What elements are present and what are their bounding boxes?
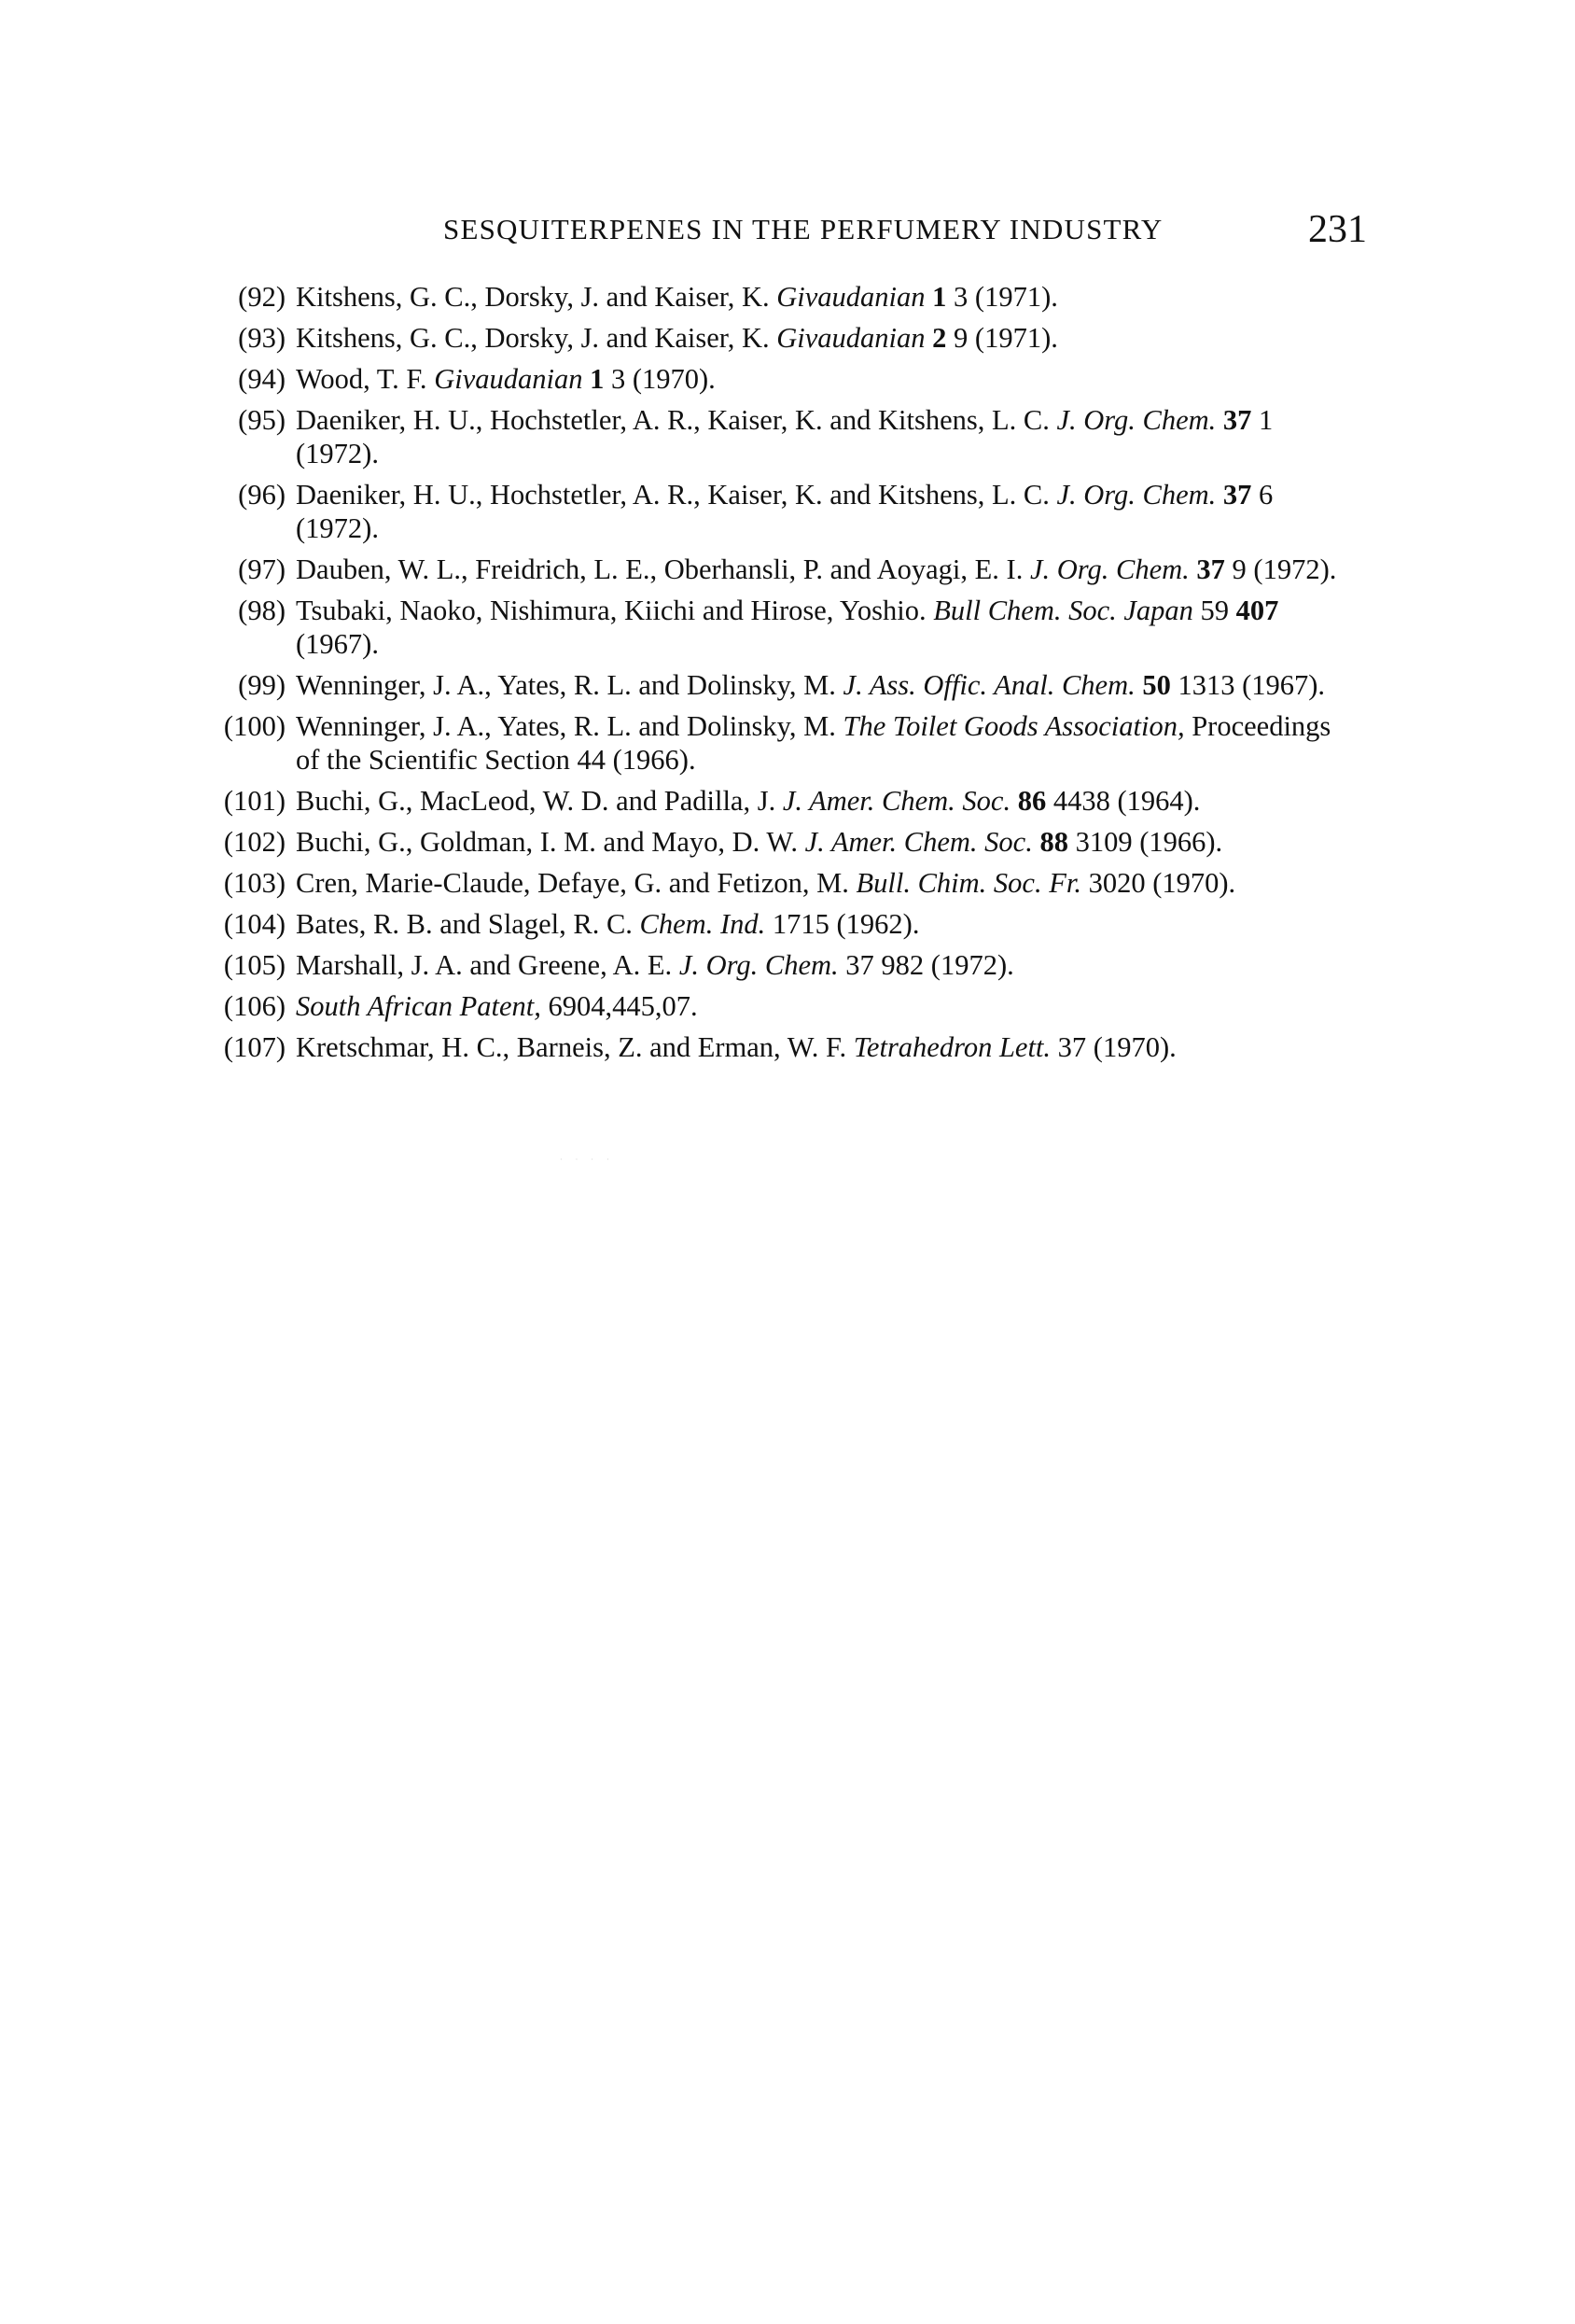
reference-segment: Proceedings <box>1184 710 1331 742</box>
reference-segment <box>926 322 933 354</box>
reference-segment: 4438 (1964). <box>1046 785 1201 817</box>
reference-text <box>296 1030 1375 1064</box>
reference-volume: 37 <box>1196 553 1225 585</box>
reference-item <box>200 948 1375 982</box>
reference-number: (95) <box>238 404 286 436</box>
reference-segment: 1715 (1962). <box>765 908 920 940</box>
reference-item <box>200 1030 1375 1064</box>
reference-volume: 88 <box>1039 826 1068 858</box>
reference-segment: Tsubaki, Naoko, Nishimura, Kiichi and Hirose, Yoshio. <box>296 595 934 626</box>
reference-italic: Givaudanian <box>434 363 583 395</box>
reference-volume: 407 <box>1235 595 1279 626</box>
reference-text <box>296 478 1375 545</box>
reference-segment: 1313 (1967). <box>1170 669 1326 701</box>
reference-item <box>200 280 1375 314</box>
reference-italic: J. Ass. Offic. Anal. Chem. <box>843 669 1136 701</box>
reference-segment <box>582 363 590 395</box>
reference-text <box>296 280 1375 314</box>
reference-segment <box>1216 479 1223 511</box>
reference-continuation: (1972). <box>296 438 379 469</box>
reference-segment: 3109 (1966). <box>1067 826 1223 858</box>
reference-segment: 3 (1971). <box>946 281 1058 313</box>
reference-segment: 6 <box>1251 479 1274 511</box>
reference-text <box>296 403 1375 470</box>
reference-text <box>296 948 1375 982</box>
reference-segment <box>926 281 933 313</box>
reference-number: (102) <box>223 826 286 858</box>
reference-italic: Givaudanian <box>776 281 926 313</box>
reference-number: (96) <box>238 479 286 511</box>
reference-segment: 9 (1971). <box>946 322 1058 354</box>
reference-number: (106) <box>223 990 286 1022</box>
reference-continuation: of the Scientific Section 44 (1966). <box>296 744 696 776</box>
reference-number: (97) <box>238 553 286 585</box>
reference-segment: Wood, T. F. <box>296 363 435 395</box>
reference-continuation: (1967). <box>296 628 379 660</box>
reference-volume: 37 <box>1222 404 1252 436</box>
reference-number: (94) <box>238 363 286 395</box>
reference-text <box>296 553 1375 586</box>
reference-item <box>200 594 1375 661</box>
reference-segment: 1 <box>1251 404 1274 436</box>
reference-italic: J. Amer. Chem. Soc. <box>782 785 1011 817</box>
reference-number: (93) <box>238 322 286 354</box>
reference-segment: Buchi, G., MacLeod, W. D. and Padilla, J. <box>296 785 783 817</box>
reference-italic: Bull Chem. Soc. Japan <box>933 595 1193 626</box>
reference-italic: Tetrahedron Lett. <box>853 1031 1052 1063</box>
reference-number: (98) <box>238 595 286 626</box>
reference-text <box>296 866 1375 900</box>
reference-list <box>200 280 1375 1071</box>
reference-segment: Buchi, G., Goldman, I. M. and Mayo, D. W. <box>296 826 805 858</box>
reference-number: (103) <box>223 867 286 899</box>
reference-segment: 59 <box>1192 595 1236 626</box>
reference-item <box>200 403 1375 470</box>
reference-item <box>200 553 1375 586</box>
reference-item <box>200 362 1375 396</box>
reference-segment: Kitshens, G. C., Dorsky, J. and Kaiser, K. <box>296 281 777 313</box>
reference-number: (105) <box>223 949 286 981</box>
reference-segment: Wenninger, J. A., Yates, R. L. and Dolinsky, M. <box>296 669 843 701</box>
reference-text <box>296 907 1375 941</box>
reference-number: (92) <box>238 281 286 313</box>
reference-segment: Bates, R. B. and Slagel, R. C. <box>296 908 640 940</box>
reference-segment: Kretschmar, H. C., Barneis, Z. and Erman, W. F. <box>296 1031 854 1063</box>
reference-italic: South African Patent, <box>296 990 541 1022</box>
reference-text <box>296 989 1375 1023</box>
reference-segment: Cren, Marie-Claude, Defaye, G. and Fetizon, M. <box>296 867 857 899</box>
reference-segment: Daeniker, H. U., Hochstetler, A. R., Kaiser, K. and Kitshens, L. C. <box>296 479 1057 511</box>
reference-text <box>296 825 1375 859</box>
reference-segment: 3020 (1970). <box>1080 867 1236 899</box>
reference-italic: J. Org. Chem. <box>1029 553 1190 585</box>
reference-segment: 3 (1970). <box>604 363 716 395</box>
reference-segment: Wenninger, J. A., Yates, R. L. and Dolinsky, M. <box>296 710 843 742</box>
reference-item <box>200 709 1375 777</box>
reference-volume: 37 <box>1222 479 1252 511</box>
reference-volume: 1 <box>932 281 947 313</box>
reference-italic: Chem. Ind. <box>639 908 766 940</box>
reference-segment: 37 982 (1972). <box>838 949 1014 981</box>
reference-italic: The Toilet Goods Association, <box>843 710 1185 742</box>
reference-segment: Daeniker, H. U., Hochstetler, A. R., Kaiser, K. and Kitshens, L. C. <box>296 404 1057 436</box>
reference-volume: 86 <box>1017 785 1047 817</box>
reference-text <box>296 362 1375 396</box>
reference-number: (101) <box>223 785 286 817</box>
reference-number: (99) <box>238 669 286 701</box>
reference-italic: J. Org. Chem. <box>678 949 839 981</box>
running-header <box>443 207 1367 254</box>
reference-volume: 50 <box>1142 669 1171 701</box>
reference-italic: J. Amer. Chem. Soc. <box>804 826 1033 858</box>
reference-italic: Givaudanian <box>776 322 926 354</box>
reference-number: (100) <box>223 710 286 742</box>
reference-text <box>296 594 1375 661</box>
reference-segment <box>1216 404 1223 436</box>
reference-item <box>200 989 1375 1023</box>
reference-segment: 37 (1970). <box>1051 1031 1177 1063</box>
reference-text <box>296 321 1375 355</box>
reference-continuation: (1972). <box>296 512 379 544</box>
reference-item <box>200 478 1375 545</box>
scan-specks: · · · · <box>560 1155 615 1164</box>
reference-number: (107) <box>223 1031 286 1063</box>
reference-segment: Kitshens, G. C., Dorsky, J. and Kaiser, K. <box>296 322 777 354</box>
reference-number: (104) <box>223 908 286 940</box>
reference-item <box>200 668 1375 702</box>
reference-item <box>200 321 1375 355</box>
running-title: SESQUITERPENES IN THE PERFUMERY INDUSTRY <box>443 213 1164 245</box>
reference-item <box>200 784 1375 818</box>
reference-segment: Marshall, J. A. and Greene, A. E. <box>296 949 679 981</box>
reference-volume: 2 <box>932 322 947 354</box>
reference-italic: Bull. Chim. Soc. Fr. <box>856 867 1081 899</box>
reference-segment: 9 (1972). <box>1224 553 1337 585</box>
reference-text <box>296 709 1375 777</box>
reference-italic: J. Org. Chem. <box>1056 479 1217 511</box>
reference-text <box>296 784 1375 818</box>
reference-item <box>200 825 1375 859</box>
reference-volume: 1 <box>590 363 605 395</box>
reference-segment: 6904,445,07. <box>540 990 698 1022</box>
reference-segment: Dauben, W. L., Freidrich, L. E., Oberhansli, P. and Aoyagi, E. I. <box>296 553 1030 585</box>
page-number: 231 <box>1308 208 1367 251</box>
reference-item <box>200 907 1375 941</box>
reference-italic: J. Org. Chem. <box>1056 404 1217 436</box>
reference-segment <box>1011 785 1018 817</box>
reference-text <box>296 668 1375 702</box>
reference-item <box>200 866 1375 900</box>
